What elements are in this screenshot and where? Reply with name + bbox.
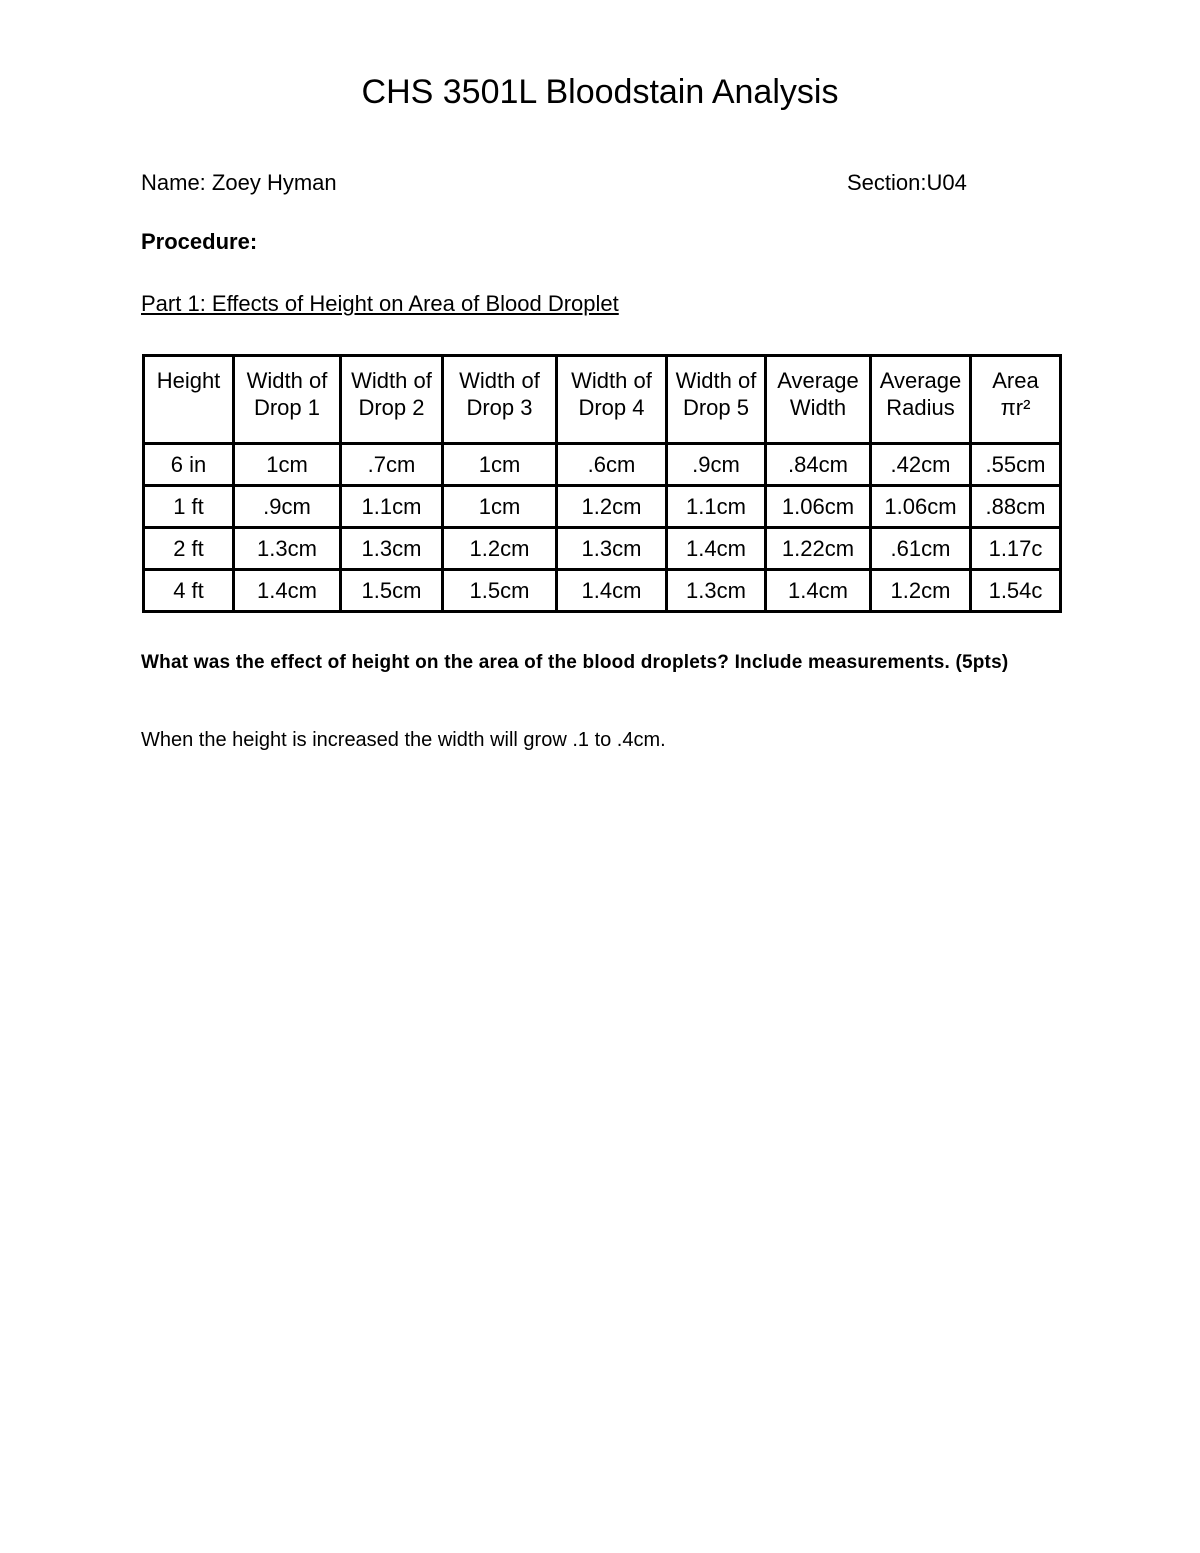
column-header: Width of Drop 5 (667, 356, 766, 444)
table-cell: 1cm (234, 444, 341, 486)
table-cell: .61cm (871, 528, 971, 570)
table-cell: 6 in (144, 444, 234, 486)
table-cell: 1.5cm (341, 570, 443, 612)
answer-text: When the height is increased the width will grow .1 to .4cm. (141, 729, 666, 751)
table-cell: 4 ft (144, 570, 234, 612)
table-cell: 1.22cm (766, 528, 871, 570)
table-cell: 1.54c (971, 570, 1061, 612)
name-value: Zoey Hyman (211, 170, 337, 195)
table-cell: 1.4cm (557, 570, 667, 612)
table-cell: 1.2cm (557, 486, 667, 528)
measurements-table (142, 354, 1062, 613)
question-text: What was the effect of height on the area of the blood droplets? Include measurements. (5pts) (141, 652, 1009, 673)
table-cell: 1.4cm (766, 570, 871, 612)
column-header: Width of Drop 2 (341, 356, 443, 444)
table-cell: .9cm (667, 444, 766, 486)
table-cell: .6cm (557, 444, 667, 486)
procedure-heading: Procedure: (141, 229, 258, 254)
table-cell: .88cm (971, 486, 1061, 528)
table-cell: .7cm (341, 444, 443, 486)
column-header: Width of Drop 3 (443, 356, 557, 444)
table-cell: .42cm (871, 444, 971, 486)
table-cell: 1cm (443, 486, 557, 528)
table-cell: 1.2cm (871, 570, 971, 612)
table-row (144, 444, 1061, 486)
table-header-row (144, 356, 1061, 444)
column-header: Height (144, 356, 234, 444)
table-cell: .55cm (971, 444, 1061, 486)
table-cell: 1.3cm (234, 528, 341, 570)
table-cell: 1.06cm (871, 486, 971, 528)
table-cell: .9cm (234, 486, 341, 528)
table-cell: 1 ft (144, 486, 234, 528)
table-cell: .84cm (766, 444, 871, 486)
section-value: U04 (926, 170, 967, 195)
table-cell: 1.4cm (234, 570, 341, 612)
table-cell: 1.06cm (766, 486, 871, 528)
table-row (144, 570, 1061, 612)
table-cell: 1.17c (971, 528, 1061, 570)
table-cell: 1.1cm (667, 486, 766, 528)
document-title: CHS 3501L Bloodstain Analysis (361, 73, 839, 111)
table-cell: 1.4cm (667, 528, 766, 570)
table-cell: 1.5cm (443, 570, 557, 612)
section-label: Section: (847, 170, 927, 195)
column-header: Width of Drop 4 (557, 356, 667, 444)
name-line (141, 170, 337, 196)
column-header: Area πr² (971, 356, 1061, 444)
table-cell: 1.1cm (341, 486, 443, 528)
name-label: Name: (141, 170, 206, 195)
column-header: Average Width (766, 356, 871, 444)
table-cell: 1.3cm (557, 528, 667, 570)
table-cell: 1.3cm (341, 528, 443, 570)
table-cell: 2 ft (144, 528, 234, 570)
table-row (144, 528, 1061, 570)
column-header: Average Radius (871, 356, 971, 444)
table-row (144, 486, 1061, 528)
section-line (847, 170, 967, 196)
part-title: Part 1: Effects of Height on Area of Blood Droplet (141, 291, 619, 316)
table-cell: 1cm (443, 444, 557, 486)
table-cell: 1.3cm (667, 570, 766, 612)
column-header: Width of Drop 1 (234, 356, 341, 444)
table-cell: 1.2cm (443, 528, 557, 570)
